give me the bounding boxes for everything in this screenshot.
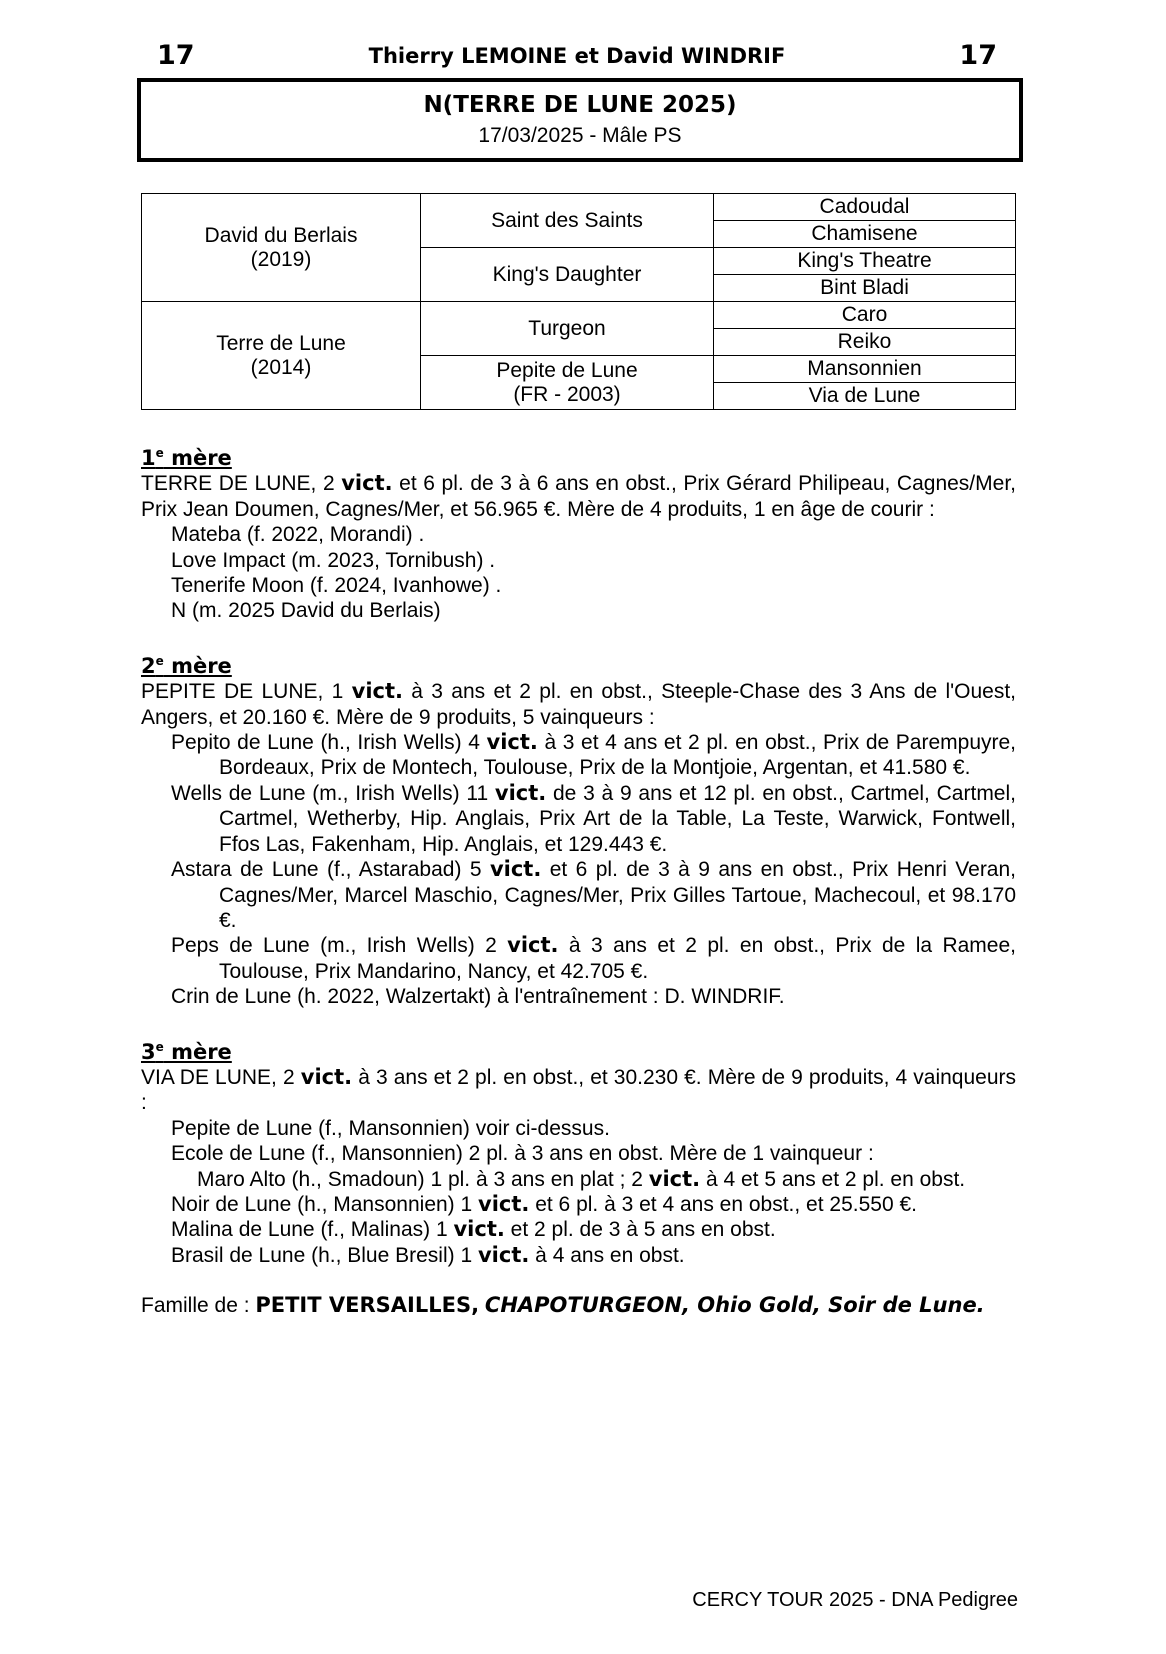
lot-number-right: 17 — [959, 40, 997, 71]
pedigree-body — [141, 441, 1016, 1319]
page-footer: CERCY TOUR 2025 - DNA Pedigree — [692, 1589, 1018, 1611]
dam-cell — [142, 302, 421, 410]
produce-item: Wells de Lune (m., Irish Wells) 11 vict. de 3 à 9 ans et 12 pl. en obst., Cartmel, Cartmel, Cartmel, Wetherby, Hip. Anglais, Prix Art de la Table, La Teste, Warwick, Fontwell, Ffos Las, Fakenham, Hip. Anglais, et 129.443 €. — [171, 780, 1016, 856]
lot-number-left: 17 — [157, 40, 195, 71]
section-heading: 3e mère — [141, 1039, 232, 1064]
title-box — [137, 78, 1023, 162]
section-heading: 1e mère — [141, 446, 232, 470]
produce-item: Noir de Lune (h., Mansonnien) 1 vict. et 6 pl. à 3 et 4 ans en obst., et 25.550 €. — [171, 1191, 917, 1216]
produce-item: Pepito de Lune (h., Irish Wells) 4 vict. à 3 et 4 ans et 2 pl. en obst., Prix de Parempuyre, Bordeaux, Prix de Montech, Toulouse, Prix de la Montjoie, Argentan, et 41.580 €. — [171, 730, 1017, 780]
produce-item: Peps de Lune (m., Irish Wells) 2 vict. à 3 ans et 2 pl. en obst., Prix de la Ramee, Toulouse, Prix Mandarino, Nancy, et 42.705 €. — [171, 933, 1016, 983]
produce-item: Love Impact (m. 2023, Tornibush) . — [171, 548, 496, 572]
dam-summary: VIA DE LUNE, 2 vict. à 3 ans et 2 pl. en obst., et 30.230 €. Mère de 9 produits, 4 vainqueurs : — [141, 1064, 1017, 1115]
produce-item: Malina de Lune (f., Malinas) 1 vict. et 2 pl. de 3 à 5 ans en obst. — [171, 1217, 776, 1242]
gs-3: King's Theatre — [714, 248, 1016, 275]
produce-item: Tenerife Moon (f. 2024, Ivanhowe) . — [171, 574, 502, 598]
dam-dam-name: Pepite de Lune — [496, 358, 638, 382]
page-header — [137, 40, 1017, 74]
gs-1: Cadoudal — [714, 194, 1016, 221]
consignors: Thierry LEMOINE et David WINDRIF — [368, 44, 786, 68]
gs-5: Caro — [714, 302, 1016, 329]
produce-item: N (m. 2025 David du Berlais) — [171, 599, 441, 623]
produce-item: Astara de Lune (f., Astarabad) 5 vict. et 6 pl. de 3 à 9 ans en obst., Prix Henri Veran, Cagnes/Mer, Marcel Maschio, Cagnes/Mer, Prix Gilles Tartoue, Machecoul, et 98.170 €. — [171, 857, 1016, 932]
gs-7: Mansonnien — [714, 356, 1016, 383]
pedigree-table — [141, 193, 1016, 410]
gs-8: Via de Lune — [714, 383, 1016, 410]
gs-2: Chamisene — [714, 221, 1016, 248]
sire-cell — [142, 194, 421, 302]
dam-summary: TERRE DE LUNE, 2 vict. et 6 pl. de 3 à 6 ans en obst., Prix Gérard Philipeau, Cagnes/Mer, Prix Jean Doumen, Cagnes/Mer, et 56.965 €. Mère de 4 produits, 1 en âge de courir : — [141, 471, 1016, 521]
sire-name: David du Berlais — [204, 223, 358, 247]
horse-name: N(TERRE DE LUNE 2025) — [423, 92, 737, 118]
dam-dam-detail: (FR - 2003) — [513, 382, 621, 406]
gs-6: Reiko — [714, 329, 1016, 356]
dam-year: (2014) — [250, 355, 312, 379]
dam-summary: PEPITE DE LUNE, 1 vict. à 3 ans et 2 pl. en obst., Steeple-Chase des 3 Ans de l'Ouest, Angers, et 20.160 €. Mère de 9 produits, 5 vainqueurs : — [141, 679, 1017, 729]
birth-info: 17/03/2025 - Mâle PS — [478, 124, 682, 147]
third-dam-section — [141, 1035, 1016, 1269]
second-dam-section — [141, 649, 1016, 1010]
family-line: Famille de : PETIT VERSAILLES, CHAPOTURGEON, Ohio Gold, Soir de Lune. — [141, 1293, 985, 1318]
sire-sire: Saint des Saints — [421, 194, 714, 248]
dam-dam — [421, 356, 714, 410]
dam-sire: Turgeon — [421, 302, 714, 356]
produce-item: Mateba (f. 2022, Morandi) . — [171, 523, 425, 547]
gs-4: Bint Bladi — [714, 275, 1016, 302]
sire-dam: King's Daughter — [421, 248, 714, 302]
produce-item: Brasil de Lune (h., Blue Bresil) 1 vict. à 4 ans en obst. — [171, 1242, 685, 1267]
grand-produce-item: Maro Alto (h., Smadoun) 1 pl. à 3 ans en plat ; 2 vict. à 4 et 5 ans et 2 pl. en obst. — [197, 1166, 966, 1191]
produce-item: Ecole de Lune (f., Mansonnien) 2 pl. à 3 ans en obst. Mère de 1 vainqueur : — [171, 1142, 874, 1166]
section-heading: 2e mère — [141, 653, 232, 678]
dam-name: Terre de Lune — [216, 331, 346, 355]
sire-year: (2019) — [250, 247, 312, 271]
produce-item: Crin de Lune (h. 2022, Walzertakt) à l'entraînement : D. WINDRIF. — [171, 985, 785, 1009]
first-dam-section — [141, 441, 1016, 624]
produce-item: Pepite de Lune (f., Mansonnien) voir ci-dessus. — [171, 1116, 610, 1140]
